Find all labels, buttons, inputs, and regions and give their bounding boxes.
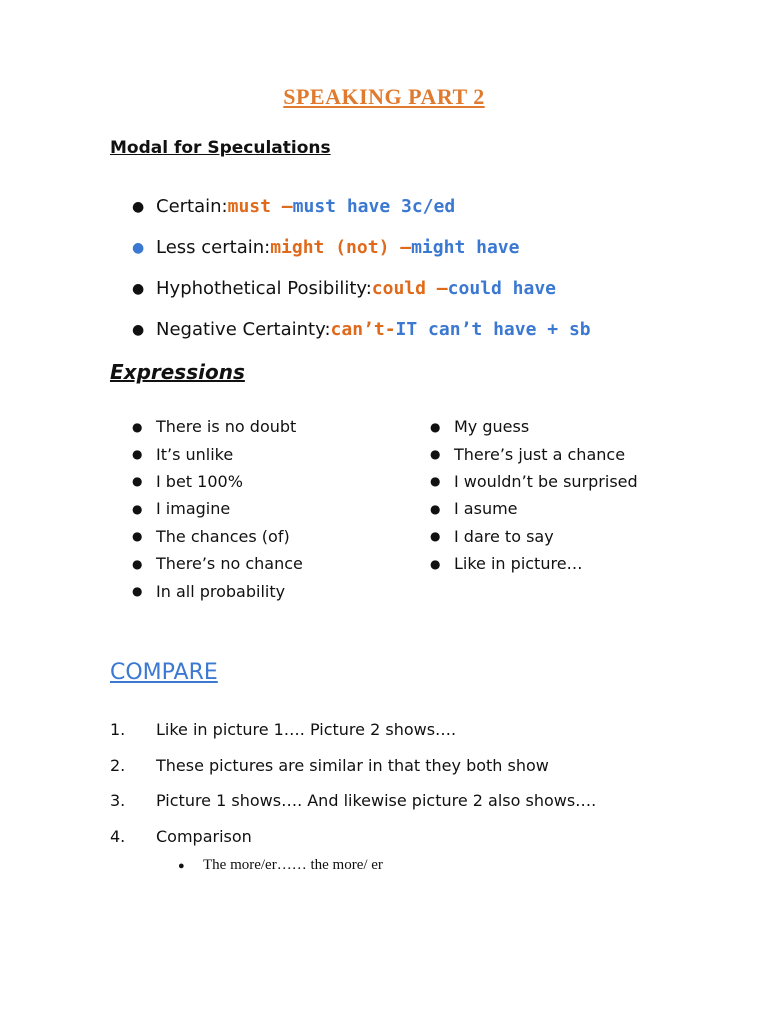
bullet-icon: ●: [430, 474, 441, 489]
bullet-icon: ●: [178, 859, 185, 872]
bullet-icon: ●: [132, 529, 143, 544]
list-item: 1. Like in picture 1…. Picture 2 shows….: [110, 720, 457, 740]
list-item: 3. Picture 1 shows…. And likewise picture 2 also shows….: [110, 791, 597, 811]
bullet-icon: ●: [132, 584, 143, 599]
list-item: ● Like in picture…: [430, 554, 583, 574]
list-item: 2. These pictures are similar in that they both show: [110, 755, 549, 775]
expressions-left-list: [132, 413, 303, 605]
bullet-icon: ●: [430, 419, 441, 434]
list-item: ● I imagine: [132, 499, 231, 519]
list-item: ● My guess: [430, 417, 530, 437]
list-item: ● The chances (of): [132, 526, 290, 546]
list-item: ● There’s no chance: [132, 554, 303, 574]
bullet-icon: ●: [132, 198, 145, 215]
bullet-icon: ●: [430, 447, 441, 462]
bullet-icon: ●: [132, 321, 145, 338]
list-item: ● I dare to say: [430, 526, 554, 546]
bullet-icon: ●: [430, 556, 441, 571]
list-item: ● I asume: [430, 499, 518, 519]
list-item: ● I wouldn’t be surprised: [430, 471, 638, 491]
compare-heading: COMPARE: [110, 660, 218, 685]
modal-section-heading: Modal for Speculations: [110, 138, 331, 158]
compare-list: [110, 712, 596, 854]
modal-list: [132, 186, 591, 350]
page-title: SPEAKING PART 2: [283, 84, 485, 109]
bullet-icon: ●: [132, 474, 143, 489]
bullet-icon: ●: [132, 501, 143, 516]
bullet-icon: ●: [132, 447, 143, 462]
list-item: ● I bet 100%: [132, 471, 243, 491]
bullet-icon: ●: [132, 556, 143, 571]
list-item: ● Hyphothetical Posibility: could – could have: [132, 278, 557, 299]
list-item: ● There is no doubt: [132, 417, 297, 437]
bullet-icon: ●: [132, 419, 143, 434]
bullet-icon: ●: [132, 239, 145, 256]
list-item: ● Less certain: might (not) – might have: [132, 237, 520, 258]
expressions-heading: Expressions: [110, 360, 245, 384]
comparison-sub-item: ● The more/er…… the more/ er: [178, 857, 383, 873]
list-item: ● Negative Certainty: can’t- IT can’t have + sb: [132, 319, 591, 340]
list-item: 4. Comparison: [110, 826, 252, 846]
list-item: ● It’s unlike: [132, 444, 234, 464]
list-item: ● Certain: must – must have 3c/ed: [132, 196, 456, 217]
expressions-right-list: [430, 413, 638, 577]
bullet-icon: ●: [132, 280, 145, 297]
bullet-icon: ●: [430, 501, 441, 516]
list-item: ● In all probability: [132, 581, 286, 601]
list-item: ● There’s just a chance: [430, 444, 626, 464]
bullet-icon: ●: [430, 529, 441, 544]
